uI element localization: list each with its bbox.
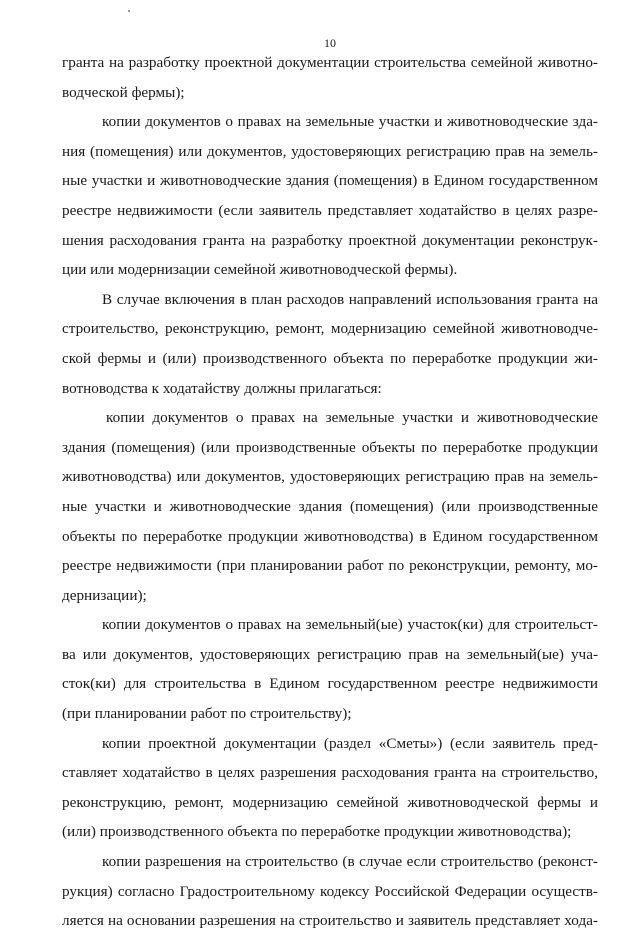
text-line: строительство, реконструкцию, ремонт, модернизацию семейной животноводче- (62, 320, 598, 338)
text-line: ные участки и животноводческие здания (помещения) в Едином государственном (62, 172, 598, 190)
text-line: водческой фермы); (62, 83, 185, 101)
text-line: реестре недвижимости (при планировании работ по реконструкции, ремонту, мо- (62, 557, 598, 575)
text-line: ставляет ходатайство в целях разрешения расходования гранта на строительство, (62, 764, 598, 782)
text-line: реестре недвижимости (если заявитель представляет ходатайство в целях разре- (62, 201, 598, 219)
text-line: копии документов о правах на земельные участки и животноводческие (106, 409, 598, 427)
text-line: копии документов о правах на земельный(ые) участок(ки) для строительст- (102, 616, 598, 634)
text-line: животноводства) или документов, удостоверяющих регистрацию прав на земель- (62, 468, 598, 486)
text-line: здания (помещения) (или производственные объекты по переработке продукции (62, 438, 598, 456)
text-line: ской фермы и (или) производственного объекта по переработке продукции жи- (62, 349, 598, 367)
page-number: 10 (324, 36, 336, 50)
text-line: рукция) согласно Градостроительному кодексу Российской Федерации осуществ- (62, 882, 598, 900)
document-body (62, 48, 598, 936)
text-line: дернизации); (62, 586, 147, 604)
text-line: ные участки и животноводческие здания (помещения) (или производственные (62, 497, 598, 515)
text-line: копии документов о правах на земельные участки и животноводческие зда- (102, 113, 598, 131)
text-line: гранта на разработку проектной документации строительства семейной животно- (62, 54, 598, 71)
text-line: сток(ки) для строительства в Едином государственном реестре недвижимости (62, 675, 598, 693)
text-line: шения расходования гранта на разработку проектной документации реконструк- (62, 231, 598, 249)
text-line: объекты по переработке продукции животноводства) в Едином государственном (62, 527, 598, 545)
text-line: (при планировании работ по строительству); (62, 705, 352, 723)
scan-artifact (128, 10, 130, 12)
text-line: ва или документов, удостоверяющих регистрацию прав на земельный(ые) уча- (62, 645, 598, 663)
text-line: (или) производственного объекта по переработке продукции животноводства); (62, 823, 572, 841)
text-line: ляется на основании разрешения на строительство и заявитель представляет хода- (62, 912, 598, 930)
text-line: копии разрешения на строительство (в случае если строительство (реконст- (102, 853, 598, 871)
text-line: вотноводства к ходатайству должны прилагаться: (62, 379, 382, 397)
text-line: реконструкцию, ремонт, модернизацию семейной животноводческой фермы и (62, 793, 598, 811)
text-line: ции или модернизации семейной животноводческой фермы). (62, 261, 458, 279)
text-line: ния (помещения) или документов, удостоверяющих регистрацию прав на земель- (62, 142, 598, 160)
text-line: В случае включения в план расходов направлений использования гранта на (102, 290, 598, 308)
text-line: копии проектной документации (раздел «Сметы») (если заявитель пред- (102, 734, 598, 752)
